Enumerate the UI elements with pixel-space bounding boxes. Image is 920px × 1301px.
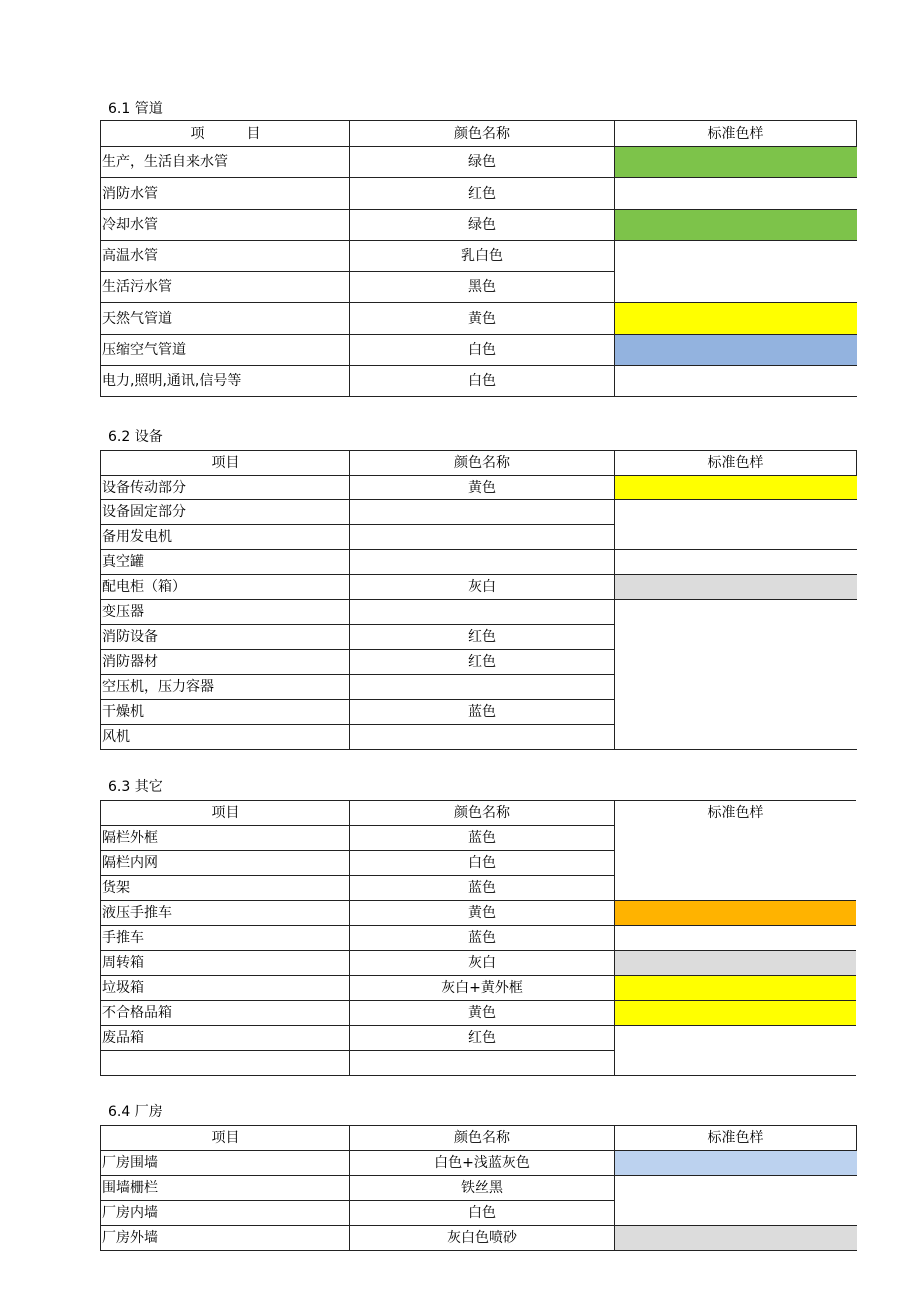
- color-name-cell: 白色: [350, 1201, 615, 1226]
- table-row: [101, 725, 857, 750]
- table-row: [101, 476, 857, 500]
- item-cell: 货架: [101, 876, 350, 901]
- swatch-cell: [615, 178, 857, 210]
- item-cell: 高温水管: [101, 241, 350, 272]
- table-row: [101, 147, 857, 178]
- item-cell: 厂房内墙: [101, 1201, 350, 1226]
- section-title: 6.1 管道: [108, 101, 163, 117]
- item-cell: 生活污水管: [101, 272, 350, 303]
- swatch-cell: [615, 1001, 857, 1026]
- swatch-cell: [615, 826, 857, 851]
- table-row: [101, 976, 857, 1001]
- swatch-cell: [615, 951, 857, 976]
- header-swatch: 标准色样: [615, 451, 857, 476]
- swatch-cell: [615, 700, 857, 725]
- others-table: [100, 800, 856, 1076]
- item-cell: 电力,照明,通讯,信号等: [101, 366, 350, 397]
- item-cell: 垃圾箱: [101, 976, 350, 1001]
- table-row: [101, 1026, 857, 1051]
- color-name-cell: [350, 550, 615, 575]
- swatch-cell: [615, 476, 857, 500]
- color-name-cell: 灰白: [350, 951, 615, 976]
- table-row: [101, 550, 857, 575]
- item-cell: 压缩空气管道: [101, 335, 350, 366]
- table-row: [101, 525, 857, 550]
- item-cell: 不合格品箱: [101, 1001, 350, 1026]
- table-row: [101, 1226, 857, 1251]
- section-title: 6.3 其它: [108, 779, 163, 795]
- color-name-cell: 白色: [350, 366, 615, 397]
- header-row: [101, 801, 857, 826]
- color-name-cell: 白色: [350, 335, 615, 366]
- item-cell: 风机: [101, 725, 350, 750]
- header-row: [101, 451, 857, 476]
- table-row: [101, 335, 857, 366]
- table-row: [101, 951, 857, 976]
- pipes-table: [100, 120, 857, 397]
- table-row: [101, 600, 857, 625]
- table-row: [101, 241, 857, 272]
- header-row: [101, 1126, 857, 1151]
- swatch-cell: [615, 650, 857, 675]
- item-cell: 设备固定部分: [101, 500, 350, 525]
- item-cell: 围墙栅栏: [101, 1176, 350, 1201]
- plant-table: [100, 1125, 857, 1251]
- swatch-cell: [615, 575, 857, 600]
- color-name-cell: 蓝色: [350, 700, 615, 725]
- swatch-cell: [615, 335, 857, 366]
- item-cell: 隔栏外框: [101, 826, 350, 851]
- color-name-cell: 铁丝黑: [350, 1176, 615, 1201]
- header-item: 项目: [101, 1126, 350, 1151]
- table-row: [101, 500, 857, 525]
- swatch-cell: [615, 1151, 857, 1176]
- table-row: [101, 851, 857, 876]
- section-title: 6.4 厂房: [108, 1104, 163, 1120]
- swatch-cell: [615, 725, 857, 750]
- color-name-cell: 乳白色: [350, 241, 615, 272]
- color-name-cell: [350, 675, 615, 700]
- swatch-cell: [615, 272, 857, 303]
- item-cell: 生产，生活自来水管: [101, 147, 350, 178]
- color-name-cell: 灰白色喷砂: [350, 1226, 615, 1251]
- item-cell: 液压手推车: [101, 901, 350, 926]
- table-row: [101, 826, 857, 851]
- swatch-cell: [615, 500, 857, 525]
- header-item: 项目: [101, 801, 350, 826]
- swatch-cell: [615, 1051, 857, 1076]
- table-row: [101, 1201, 857, 1226]
- swatch-cell: [615, 625, 857, 650]
- swatch-cell: [615, 876, 857, 901]
- swatch-cell: [615, 1026, 857, 1051]
- table-row: [101, 303, 857, 335]
- swatch-cell: [615, 366, 857, 397]
- table-row: [101, 272, 857, 303]
- header-color-name: 颜色名称: [350, 451, 615, 476]
- color-name-cell: 绿色: [350, 147, 615, 178]
- color-name-cell: 灰白: [350, 575, 615, 600]
- item-cell: 厂房外墙: [101, 1226, 350, 1251]
- item-cell: 手推车: [101, 926, 350, 951]
- table-row: [101, 1051, 857, 1076]
- table-row: [101, 901, 857, 926]
- header-color-name: 颜色名称: [350, 1126, 615, 1151]
- color-name-cell: 灰白+黄外框: [350, 976, 615, 1001]
- table-row: [101, 700, 857, 725]
- color-name-cell: 白色: [350, 851, 615, 876]
- item-cell: 天然气管道: [101, 303, 350, 335]
- item-cell: 空压机，压力容器: [101, 675, 350, 700]
- item-cell: 废品箱: [101, 1026, 350, 1051]
- color-name-cell: 白色+浅蓝灰色: [350, 1151, 615, 1176]
- color-name-cell: 蓝色: [350, 876, 615, 901]
- swatch-cell: [615, 926, 857, 951]
- swatch-cell: [615, 147, 857, 178]
- header-swatch: 标准色样: [615, 1126, 857, 1151]
- item-cell: 消防水管: [101, 178, 350, 210]
- color-name-cell: 红色: [350, 1026, 615, 1051]
- item-cell: 干燥机: [101, 700, 350, 725]
- color-name-cell: [350, 600, 615, 625]
- swatch-cell: [615, 600, 857, 625]
- table-row: [101, 210, 857, 241]
- color-name-cell: [350, 725, 615, 750]
- color-name-cell: [350, 1051, 615, 1076]
- color-name-cell: 蓝色: [350, 826, 615, 851]
- table-row: [101, 178, 857, 210]
- header-swatch: 标准色样: [615, 801, 857, 826]
- item-cell: 真空罐: [101, 550, 350, 575]
- header-swatch: 标准色样: [615, 121, 857, 147]
- color-name-cell: 红色: [350, 625, 615, 650]
- table-row: [101, 1151, 857, 1176]
- item-cell: [101, 1051, 350, 1076]
- color-name-cell: 黄色: [350, 1001, 615, 1026]
- table-row: [101, 625, 857, 650]
- color-name-cell: 黑色: [350, 272, 615, 303]
- item-cell: 厂房围墙: [101, 1151, 350, 1176]
- item-cell: 变压器: [101, 600, 350, 625]
- swatch-cell: [615, 1201, 857, 1226]
- item-cell: 消防器材: [101, 650, 350, 675]
- table-row: [101, 650, 857, 675]
- header-color-name: 颜色名称: [350, 121, 615, 147]
- table-row: [101, 876, 857, 901]
- swatch-cell: [615, 550, 857, 575]
- color-name-cell: [350, 500, 615, 525]
- color-name-cell: 蓝色: [350, 926, 615, 951]
- swatch-cell: [615, 525, 857, 550]
- table-row: [101, 1001, 857, 1026]
- swatch-cell: [615, 210, 857, 241]
- item-cell: 隔栏内网: [101, 851, 350, 876]
- color-name-cell: 黄色: [350, 901, 615, 926]
- color-name-cell: 黄色: [350, 303, 615, 335]
- swatch-cell: [615, 1226, 857, 1251]
- swatch-cell: [615, 675, 857, 700]
- item-cell: 备用发电机: [101, 525, 350, 550]
- table-row: [101, 1176, 857, 1201]
- section-title: 6.2 设备: [108, 429, 163, 445]
- swatch-cell: [615, 241, 857, 272]
- table-row: [101, 675, 857, 700]
- table-row: [101, 575, 857, 600]
- color-name-cell: [350, 525, 615, 550]
- swatch-cell: [615, 851, 857, 876]
- swatch-cell: [615, 901, 857, 926]
- item-cell: 消防设备: [101, 625, 350, 650]
- header-color-name: 颜色名称: [350, 801, 615, 826]
- item-cell: 配电柜（箱）: [101, 575, 350, 600]
- item-cell: 周转箱: [101, 951, 350, 976]
- item-cell: 设备传动部分: [101, 476, 350, 500]
- header-row: [101, 121, 857, 147]
- swatch-cell: [615, 976, 857, 1001]
- color-name-cell: 红色: [350, 178, 615, 210]
- equipment-table: [100, 450, 857, 750]
- table-row: [101, 366, 857, 397]
- swatch-cell: [615, 303, 857, 335]
- color-name-cell: 绿色: [350, 210, 615, 241]
- header-item: 项 目: [101, 121, 350, 147]
- color-name-cell: 红色: [350, 650, 615, 675]
- swatch-cell: [615, 1176, 857, 1201]
- color-name-cell: 黄色: [350, 476, 615, 500]
- table-row: [101, 926, 857, 951]
- header-item: 项目: [101, 451, 350, 476]
- item-cell: 冷却水管: [101, 210, 350, 241]
